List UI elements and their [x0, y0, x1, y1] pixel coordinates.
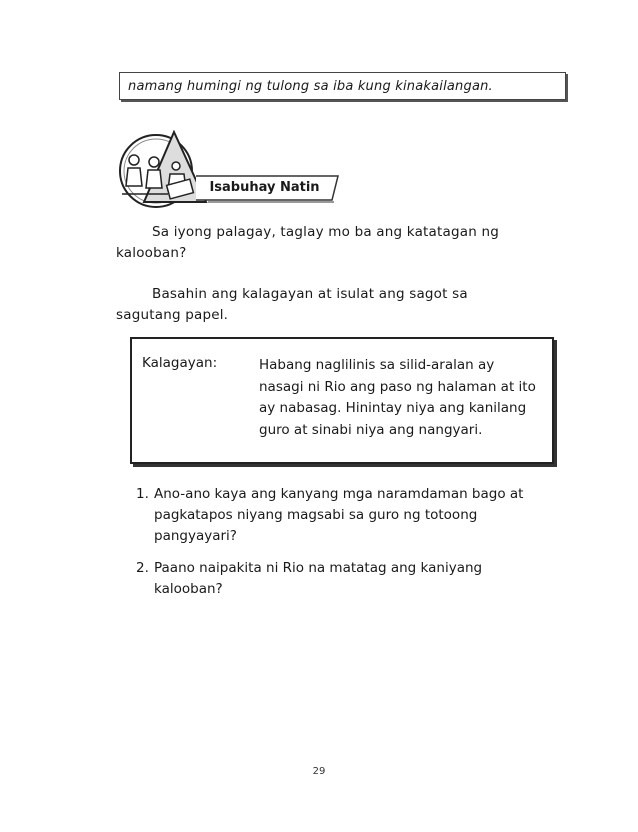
section-header-illustration	[112, 130, 342, 212]
case-label: Kalagayan:	[142, 355, 218, 371]
question-number: 1.	[136, 486, 149, 502]
question-text: Ano-ano kaya ang kanyang mga naramdaman bago at pagkatapos niyang magsabi sa guro ng totoong pangyayari?	[154, 486, 524, 544]
case-text: Habang naglilinis sa silid-aralan ay nasagi ni Rio ang paso ng halaman at ito ay nabasag. Hinintay niya ang kanilang guro at sinabi niya ang nangyari.	[259, 357, 536, 438]
question-number: 2.	[136, 560, 149, 576]
previous-text: namang humingi ng tulong sa iba kung kinakailangan.	[128, 79, 493, 94]
paragraph-1: Sa iyong palagay, taglay mo ba ang katatagan ng kalooban?	[116, 224, 499, 261]
paragraph-2: Basahin ang kalagayan at isulat ang sagot sa sagutang papel.	[116, 286, 468, 323]
section-title: Isabuhay Natin	[209, 180, 320, 195]
previous-text-box	[119, 72, 566, 100]
question-1	[136, 484, 536, 547]
case-box	[130, 337, 554, 464]
question-text: Paano naipakita ni Rio na matatag ang kaniyang kalooban?	[154, 560, 483, 597]
page-number: 29	[312, 766, 326, 777]
question-2	[136, 558, 516, 600]
